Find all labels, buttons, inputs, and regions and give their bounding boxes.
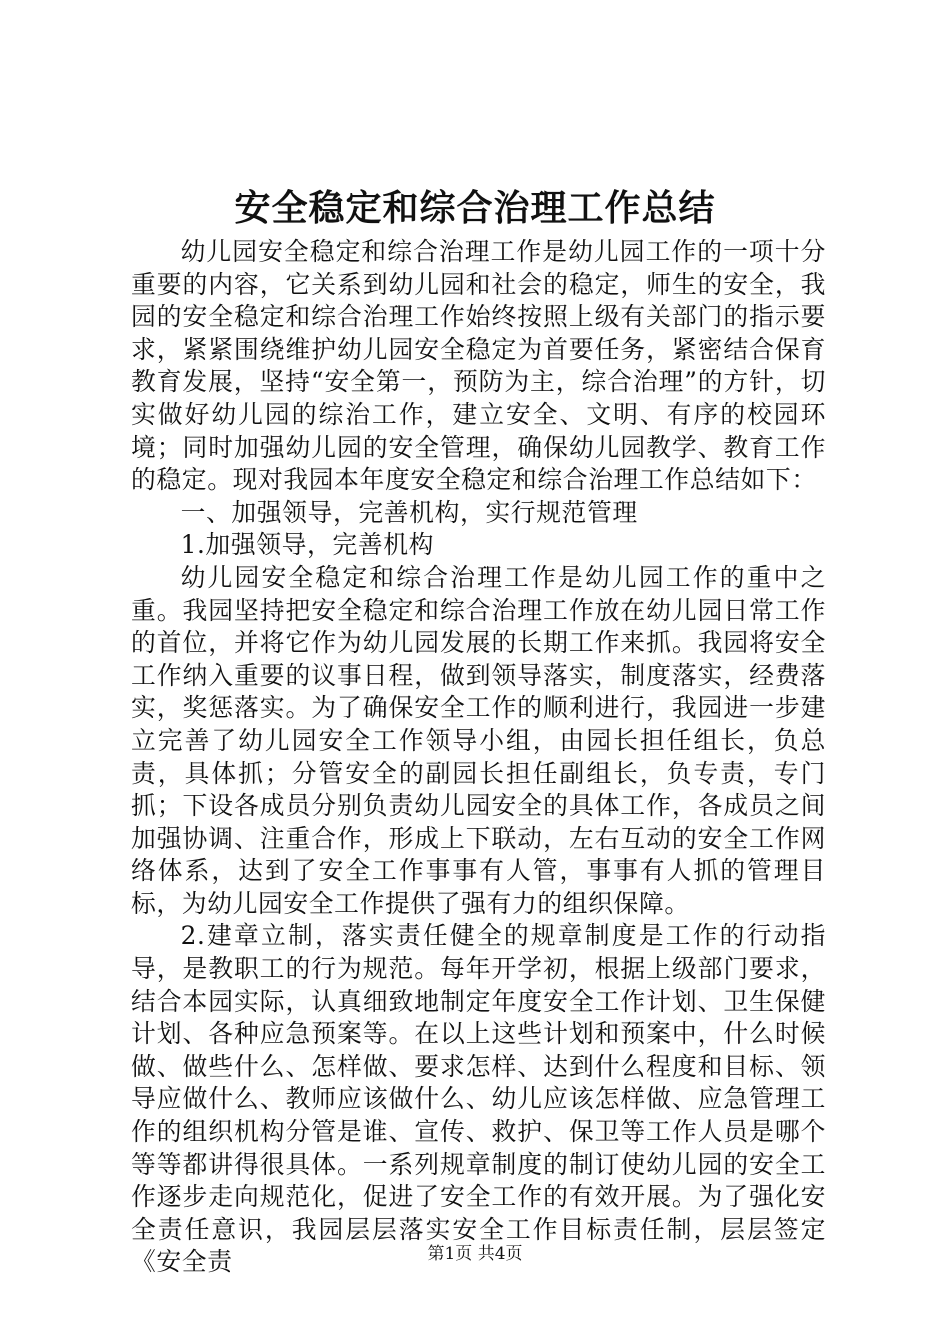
paragraph-leadership: 幼儿园安全稳定和综合治理工作是幼儿园工作的重中之重。我园坚持把安全稳定和综合治理工作放在幼儿园日常工作的首位，并将它作为幼儿园发展的长期工作来抓。我园将安全工作纳入重要的议事日程，做到领导落实，制度落实，经费落实，奖惩落实。为了确保安全工作的顺利进行，我园进一步建立完善了幼儿园安全工作领导小组，由园长担任组长，负总责，具体抓；分管安全的副园长担任副组长，负专责，专门抓；下设各成员分别负责幼儿园安全的具体工作，各成员之间加强协调、注重合作，形成上下联动，左右互动的安全工作网络体系，达到了安全工作事事有人管，事事有人抓的管理目标，为幼儿园安全工作提供了强有力的组织保障。 xyxy=(131,562,826,918)
subsection-heading-1-1: 1.加强领导，完善机构 xyxy=(180,530,435,560)
document-title: 安全稳定和综合治理工作总结 xyxy=(234,187,716,229)
paragraph-intro: 幼儿园安全稳定和综合治理工作是幼儿园工作的一项十分重要的内容，它关系到幼儿园和社会的稳定，师生的安全，我园的安全稳定和综合治理工作始终按照上级有关部门的指示要求，紧紧围绕维护幼儿园安全稳定为首要任务，紧密结合保育教育发展，坚持“安全第一，预防为主，综合治理”的方针，切实做好幼儿园的综治工作，建立安全、文明、有序的校园环境；同时加强幼儿园的安全管理，确保幼儿园教学、教育工作的稳定。现对我园本年度安全稳定和综合治理工作总结如下： xyxy=(131,237,826,495)
page-footer: 第1页 共4页 xyxy=(427,1244,523,1264)
document-body xyxy=(131,236,826,1279)
section-heading-1: 一、加强领导，完善机构，实行规范管理 xyxy=(180,497,638,527)
paragraph-regulations: 2.建章立制，落实责任健全的规章制度是工作的行动指导，是教职工的行为规范。每年开学初，根据上级部门要求，结合本园实际，认真细致地制定年度安全工作计划、卫生保健计划、各种应急预案等。在以上这些计划和预案中，什么时候做、做些什么、怎样做、要求怎样、达到什么程度和目标、领导应做什么、教师应该做什么、幼儿应该怎样做、应急管理工作的组织机构分管是谁、宣传、救护、保卫等工作人员是哪个等等都讲得很具体。一系列规章制度的制订使幼儿园的安全工作逐步走向规范化，促进了安全工作的有效开展。为了强化安全责任意识，我园层层落实安全工作目标责任制，层层签定《安全责 xyxy=(131,921,826,1277)
